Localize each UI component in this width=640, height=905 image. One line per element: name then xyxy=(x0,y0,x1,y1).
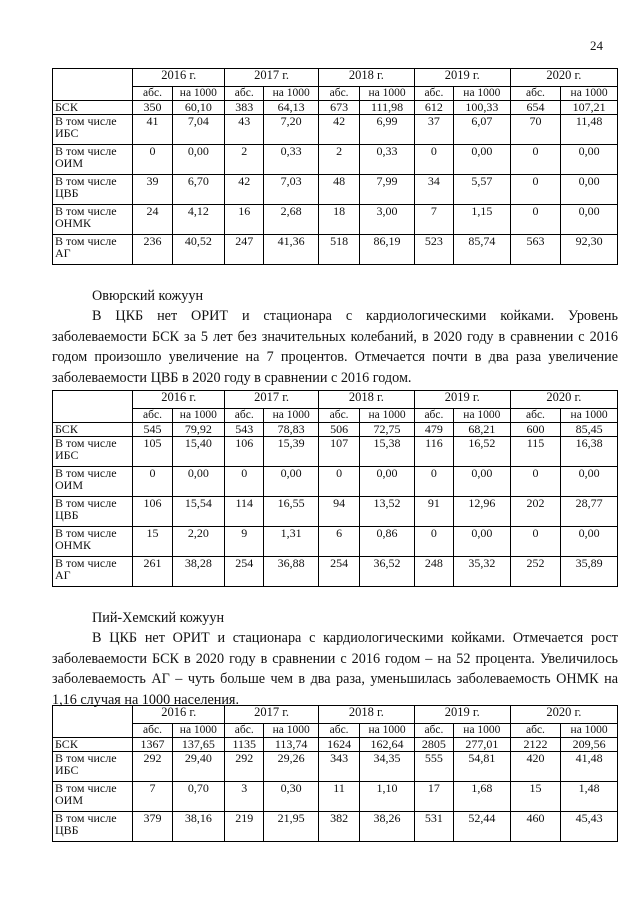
table-cell: 114 xyxy=(225,497,264,527)
corner-cell xyxy=(53,391,133,423)
table-cell: 24 xyxy=(133,205,172,235)
table-cell: 0,00 xyxy=(172,145,225,175)
table-cell: 70 xyxy=(510,115,561,145)
table-cell: 248 xyxy=(414,557,453,587)
table-cell: 0,00 xyxy=(561,527,618,557)
table-cell: 2805 xyxy=(414,738,453,752)
table-cell: 0,00 xyxy=(264,467,319,497)
table-cell: 48 xyxy=(318,175,359,205)
subheader-abs: абс. xyxy=(225,724,264,738)
table-cell: 0 xyxy=(414,527,453,557)
table-cell: 531 xyxy=(414,812,453,842)
section-paragraph-piy-khem: В ЦКБ нет ОРИТ и стационара с кардиологическими койками. Отмечается рост заболеваемости БСК в 2020 году в сравнении с 2016 годом – на 52 процента. Увеличилось заболеваемость АГ – чуть больше чем в два раза, уменьшилась заболеваемость ОНМК на 1,16 случая на 1000 населения. xyxy=(52,630,618,708)
subheader-abs: абс. xyxy=(318,724,359,738)
table-cell: 107,21 xyxy=(561,101,618,115)
table-cell: 350 xyxy=(133,101,172,115)
table-cell: 254 xyxy=(225,557,264,587)
subheader-row xyxy=(53,87,618,101)
table-cell: 600 xyxy=(510,423,561,437)
year-header: 2017 г. xyxy=(225,391,319,409)
subheader-row xyxy=(53,409,618,423)
table-cell: 7,04 xyxy=(172,115,225,145)
table-cell: 383 xyxy=(225,101,264,115)
subheader-abs: абс. xyxy=(510,724,561,738)
table-cell: 36,52 xyxy=(360,557,415,587)
subheader-per-1000: на 1000 xyxy=(172,409,225,423)
table-cell: 21,95 xyxy=(264,812,319,842)
table-cell: 29,26 xyxy=(264,752,319,782)
table-cell: 209,56 xyxy=(561,738,618,752)
table-cell: 1,48 xyxy=(561,782,618,812)
table-cell: 1135 xyxy=(225,738,264,752)
table-cell: 0 xyxy=(225,467,264,497)
table-cell: 54,81 xyxy=(454,752,511,782)
table-cell: 1,68 xyxy=(454,782,511,812)
row-label: В том числе ОИМ xyxy=(53,467,133,497)
year-header: 2019 г. xyxy=(414,706,510,724)
table-row xyxy=(53,782,618,812)
table-row xyxy=(53,235,618,265)
table-row xyxy=(53,101,618,115)
table-cell: 379 xyxy=(133,812,172,842)
table-cell: 3 xyxy=(225,782,264,812)
table-cell: 6,70 xyxy=(172,175,225,205)
table-cell: 113,74 xyxy=(264,738,319,752)
year-header: 2018 г. xyxy=(318,69,414,87)
table-cell: 518 xyxy=(318,235,359,265)
table-row xyxy=(53,752,618,782)
subheader-abs: абс. xyxy=(414,87,453,101)
subheader-per-1000: на 1000 xyxy=(561,724,618,738)
row-label: В том числе АГ xyxy=(53,557,133,587)
table-cell: 3,00 xyxy=(360,205,415,235)
table-cell: 0,70 xyxy=(172,782,225,812)
table-row xyxy=(53,205,618,235)
corner-cell xyxy=(53,69,133,101)
subheader-abs: абс. xyxy=(133,87,172,101)
subheader-per-1000: на 1000 xyxy=(264,87,319,101)
table-cell: 13,52 xyxy=(360,497,415,527)
subheader-per-1000: на 1000 xyxy=(561,409,618,423)
table-cell: 16 xyxy=(225,205,264,235)
table-cell: 420 xyxy=(510,752,561,782)
subheader-per-1000: на 1000 xyxy=(561,87,618,101)
row-label: БСК xyxy=(53,101,133,115)
table-cell: 15,39 xyxy=(264,437,319,467)
row-label: БСК xyxy=(53,738,133,752)
year-header-row xyxy=(53,706,618,724)
subheader-abs: абс. xyxy=(414,724,453,738)
table-cell: 60,10 xyxy=(172,101,225,115)
table-cell: 673 xyxy=(318,101,359,115)
table-row xyxy=(53,527,618,557)
table-cell: 460 xyxy=(510,812,561,842)
table-cell: 2,20 xyxy=(172,527,225,557)
subheader-per-1000: на 1000 xyxy=(360,409,415,423)
table-cell: 38,16 xyxy=(172,812,225,842)
table-cell: 0,00 xyxy=(454,145,511,175)
year-header: 2020 г. xyxy=(510,706,617,724)
table-cell: 0 xyxy=(510,175,561,205)
table-cell: 2122 xyxy=(510,738,561,752)
table-cell: 94 xyxy=(318,497,359,527)
table-cell: 4,12 xyxy=(172,205,225,235)
table-cell: 115 xyxy=(510,437,561,467)
table-cell: 91 xyxy=(414,497,453,527)
table-cell: 7,20 xyxy=(264,115,319,145)
subheader-per-1000: на 1000 xyxy=(454,87,511,101)
year-header: 2016 г. xyxy=(133,69,225,87)
row-label: В том числе ИБС xyxy=(53,437,133,467)
year-header: 2017 г. xyxy=(225,706,319,724)
table-cell: 34 xyxy=(414,175,453,205)
table-cell: 1,15 xyxy=(454,205,511,235)
corner-cell xyxy=(53,706,133,738)
table-cell: 86,19 xyxy=(360,235,415,265)
table-cell: 105 xyxy=(133,437,172,467)
table-cell: 252 xyxy=(510,557,561,587)
table-row xyxy=(53,467,618,497)
table-cell: 42 xyxy=(318,115,359,145)
table-cell: 78,83 xyxy=(264,423,319,437)
table-cell: 15 xyxy=(133,527,172,557)
table-cell: 479 xyxy=(414,423,453,437)
table-cell: 7 xyxy=(414,205,453,235)
subheader-abs: абс. xyxy=(225,409,264,423)
table-cell: 15,40 xyxy=(172,437,225,467)
table-cell: 40,52 xyxy=(172,235,225,265)
table-cell: 16,55 xyxy=(264,497,319,527)
stats-table-3 xyxy=(52,705,618,842)
table-cell: 106 xyxy=(225,437,264,467)
table-cell: 29,40 xyxy=(172,752,225,782)
table-cell: 0,00 xyxy=(172,467,225,497)
table-cell: 292 xyxy=(133,752,172,782)
table-cell: 38,26 xyxy=(360,812,415,842)
table-cell: 9 xyxy=(225,527,264,557)
table-cell: 543 xyxy=(225,423,264,437)
subheader-abs: абс. xyxy=(225,87,264,101)
table-cell: 0 xyxy=(510,467,561,497)
table-cell: 6,99 xyxy=(360,115,415,145)
table-cell: 0 xyxy=(133,145,172,175)
table-row xyxy=(53,423,618,437)
stats-table-1 xyxy=(52,68,618,265)
table-cell: 107 xyxy=(318,437,359,467)
table-cell: 0,86 xyxy=(360,527,415,557)
table-cell: 0 xyxy=(414,145,453,175)
table-cell: 247 xyxy=(225,235,264,265)
table-cell: 0 xyxy=(318,467,359,497)
table-cell: 38,28 xyxy=(172,557,225,587)
table-cell: 16,52 xyxy=(454,437,511,467)
subheader-abs: абс. xyxy=(318,409,359,423)
table-cell: 523 xyxy=(414,235,453,265)
table-cell: 2 xyxy=(225,145,264,175)
table-cell: 7 xyxy=(133,782,172,812)
table-cell: 0 xyxy=(510,205,561,235)
page-number: 24 xyxy=(590,38,603,53)
subheader-abs: абс. xyxy=(510,409,561,423)
table-cell: 2 xyxy=(318,145,359,175)
table-cell: 52,44 xyxy=(454,812,511,842)
table-cell: 41,36 xyxy=(264,235,319,265)
table-cell: 42 xyxy=(225,175,264,205)
subheader-per-1000: на 1000 xyxy=(172,87,225,101)
row-label: БСК xyxy=(53,423,133,437)
table-cell: 68,21 xyxy=(454,423,511,437)
table-cell: 0,00 xyxy=(561,467,618,497)
year-header: 2020 г. xyxy=(510,391,617,409)
year-header: 2019 г. xyxy=(414,391,510,409)
table-cell: 292 xyxy=(225,752,264,782)
table-cell: 277,01 xyxy=(454,738,511,752)
row-label: В том числе АГ xyxy=(53,235,133,265)
table-cell: 7,99 xyxy=(360,175,415,205)
year-header: 2019 г. xyxy=(414,69,510,87)
table-cell: 1,10 xyxy=(360,782,415,812)
subheader-per-1000: на 1000 xyxy=(264,724,319,738)
table-cell: 382 xyxy=(318,812,359,842)
table-cell: 111,98 xyxy=(360,101,415,115)
subheader-abs: абс. xyxy=(318,87,359,101)
table-row xyxy=(53,437,618,467)
table-cell: 1624 xyxy=(318,738,359,752)
table-cell: 106 xyxy=(133,497,172,527)
table-cell: 219 xyxy=(225,812,264,842)
row-label: В том числе ОНМК xyxy=(53,205,133,235)
subheader-per-1000: на 1000 xyxy=(360,87,415,101)
row-label: В том числе ОИМ xyxy=(53,782,133,812)
table-cell: 15,54 xyxy=(172,497,225,527)
table-cell: 0 xyxy=(510,527,561,557)
year-header: 2017 г. xyxy=(225,69,319,87)
table-row xyxy=(53,497,618,527)
subheader-per-1000: на 1000 xyxy=(172,724,225,738)
table-cell: 545 xyxy=(133,423,172,437)
table-cell: 7,03 xyxy=(264,175,319,205)
table-cell: 5,57 xyxy=(454,175,511,205)
year-header: 2018 г. xyxy=(318,391,414,409)
table-cell: 15,38 xyxy=(360,437,415,467)
table-cell: 0,00 xyxy=(561,205,618,235)
subheader-abs: абс. xyxy=(510,87,561,101)
table-row xyxy=(53,175,618,205)
table-cell: 43 xyxy=(225,115,264,145)
table-cell: 85,74 xyxy=(454,235,511,265)
table-cell: 41,48 xyxy=(561,752,618,782)
table-cell: 202 xyxy=(510,497,561,527)
stats-table-2 xyxy=(52,390,618,587)
table-cell: 654 xyxy=(510,101,561,115)
table-cell: 0 xyxy=(510,145,561,175)
row-label: В том числе ИБС xyxy=(53,115,133,145)
subheader-abs: абс. xyxy=(133,409,172,423)
table-cell: 28,77 xyxy=(561,497,618,527)
table-cell: 2,68 xyxy=(264,205,319,235)
year-header-row xyxy=(53,69,618,87)
table-cell: 236 xyxy=(133,235,172,265)
subheader-abs: абс. xyxy=(414,409,453,423)
table-cell: 37 xyxy=(414,115,453,145)
table-cell: 16,38 xyxy=(561,437,618,467)
subheader-row xyxy=(53,724,618,738)
table-cell: 0,30 xyxy=(264,782,319,812)
table-cell: 0,33 xyxy=(264,145,319,175)
row-label: В том числе ЦВБ xyxy=(53,497,133,527)
subheader-per-1000: на 1000 xyxy=(454,409,511,423)
row-label: В том числе ЦВБ xyxy=(53,175,133,205)
year-header-row xyxy=(53,391,618,409)
table-cell: 17 xyxy=(414,782,453,812)
table-cell: 6 xyxy=(318,527,359,557)
table-cell: 612 xyxy=(414,101,453,115)
table-cell: 34,35 xyxy=(360,752,415,782)
subheader-abs: абс. xyxy=(133,724,172,738)
table-cell: 35,89 xyxy=(561,557,618,587)
table-cell: 79,92 xyxy=(172,423,225,437)
subheader-per-1000: на 1000 xyxy=(264,409,319,423)
year-header: 2020 г. xyxy=(510,69,617,87)
table-cell: 64,13 xyxy=(264,101,319,115)
table-cell: 18 xyxy=(318,205,359,235)
table-row xyxy=(53,812,618,842)
table-cell: 36,88 xyxy=(264,557,319,587)
table-cell: 12,96 xyxy=(454,497,511,527)
table-row xyxy=(53,557,618,587)
row-label: В том числе ОИМ xyxy=(53,145,133,175)
table-cell: 11 xyxy=(318,782,359,812)
table-cell: 35,32 xyxy=(454,557,511,587)
table-cell: 39 xyxy=(133,175,172,205)
table-cell: 92,30 xyxy=(561,235,618,265)
table-cell: 0 xyxy=(133,467,172,497)
table-cell: 343 xyxy=(318,752,359,782)
table-cell: 0,00 xyxy=(360,467,415,497)
table-cell: 254 xyxy=(318,557,359,587)
table-cell: 0 xyxy=(414,467,453,497)
table-cell: 11,48 xyxy=(561,115,618,145)
table-cell: 1367 xyxy=(133,738,172,752)
table-cell: 506 xyxy=(318,423,359,437)
table-cell: 0,00 xyxy=(561,175,618,205)
row-label: В том числе ОНМК xyxy=(53,527,133,557)
table-cell: 85,45 xyxy=(561,423,618,437)
table-cell: 563 xyxy=(510,235,561,265)
row-label: В том числе ИБС xyxy=(53,752,133,782)
table-cell: 0,33 xyxy=(360,145,415,175)
year-header: 2016 г. xyxy=(133,706,225,724)
table-row xyxy=(53,738,618,752)
year-header: 2018 г. xyxy=(318,706,414,724)
table-cell: 6,07 xyxy=(454,115,511,145)
table-cell: 261 xyxy=(133,557,172,587)
table-cell: 162,64 xyxy=(360,738,415,752)
table-cell: 1,31 xyxy=(264,527,319,557)
row-label: В том числе ЦВБ xyxy=(53,812,133,842)
table-row xyxy=(53,145,618,175)
subheader-per-1000: на 1000 xyxy=(454,724,511,738)
table-row xyxy=(53,115,618,145)
table-cell: 0,00 xyxy=(454,467,511,497)
table-cell: 15 xyxy=(510,782,561,812)
table-cell: 41 xyxy=(133,115,172,145)
section-heading-ovyur: Овюрский кожуун xyxy=(92,288,204,304)
section-heading-piy-khem: Пий-Хемский кожуун xyxy=(92,610,225,626)
table-cell: 116 xyxy=(414,437,453,467)
section-paragraph-ovyur: В ЦКБ нет ОРИТ и стационара с кардиологическими койками. Уровень заболеваемости БСК за 5 лет без значительных колебаний, в 2020 году в сравнении с 2016 годом произошло увеличение на 7 процентов. Отмечается почти в два раза увеличение заболеваемости ЦВБ в 2020 году в сравнении с 2016 годом. xyxy=(52,308,618,386)
table-cell: 45,43 xyxy=(561,812,618,842)
table-cell: 100,33 xyxy=(454,101,511,115)
table-cell: 0,00 xyxy=(454,527,511,557)
table-cell: 137,65 xyxy=(172,738,225,752)
table-cell: 0,00 xyxy=(561,145,618,175)
table-cell: 555 xyxy=(414,752,453,782)
subheader-per-1000: на 1000 xyxy=(360,724,415,738)
table-cell: 72,75 xyxy=(360,423,415,437)
year-header: 2016 г. xyxy=(133,391,225,409)
